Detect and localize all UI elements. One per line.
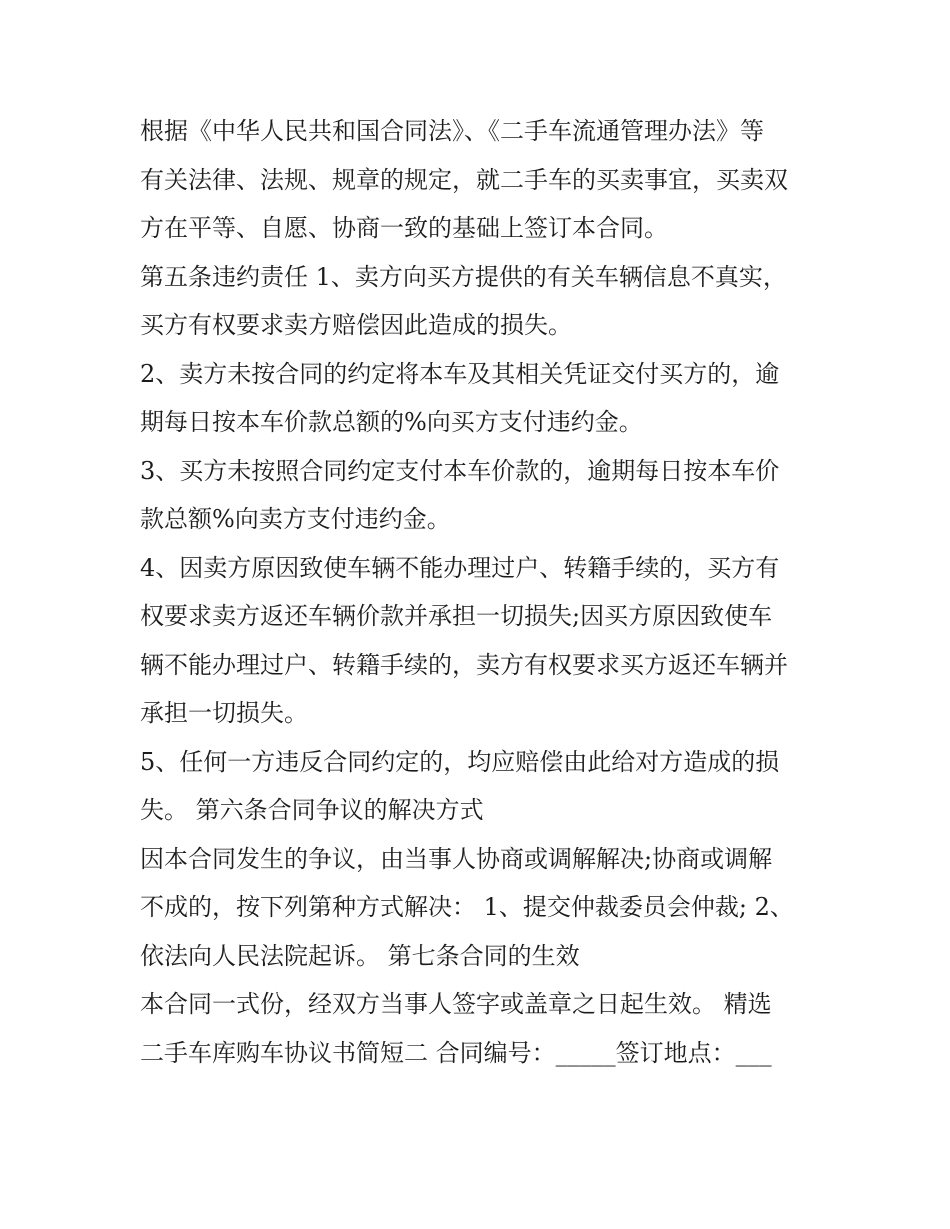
text-line-19: 本合同一式份，经双方当事人签字或盖章之日起生效。 精选 <box>140 990 772 1018</box>
text-line-7: 期每日按本车价款总额的%向买方支付违约金。 <box>140 408 643 436</box>
text-line-13: 承担一切损失。 <box>140 699 308 727</box>
document-body <box>140 107 820 1077</box>
text-line-20: 二手车库购车协议书简短二 合同编号：_____签订地点：___ <box>140 1038 772 1067</box>
text-line-3: 方在平等、自愿、协商一致的基础上签订本合同。 <box>140 214 668 242</box>
text-line-10: 4、因卖方原因致使车辆不能办理过户、转籍手续的，买方有 <box>140 553 780 582</box>
text-line-2: 有关法律、法规、规章的规定，就二手车的买卖事宜，买卖双 <box>140 165 788 194</box>
text-line-16: 因本合同发生的争议，由当事人协商或调解解决;协商或调解 <box>140 844 773 873</box>
text-line-17: 不成的，按下列第种方式解决： 1、提交仲裁委员会仲裁; 2、 <box>140 893 794 921</box>
text-line-11: 权要求卖方返还车辆价款并承担一切损失;因买方原因致使车 <box>140 602 773 630</box>
text-line-12: 辆不能办理过户、转籍手续的，卖方有权要求买方返还车辆并 <box>140 650 788 679</box>
text-line-5: 买方有权要求卖方赔偿因此造成的损失。 <box>140 311 572 339</box>
text-line-6: 2、卖方未按合同的约定将本车及其相关凭证交付买方的，逾 <box>140 359 780 388</box>
text-line-15: 失。 第六条合同争议的解决方式 <box>140 796 484 824</box>
text-line-9: 款总额%向卖方支付违约金。 <box>140 505 451 533</box>
text-line-14: 5、任何一方违反合同约定的，均应赔偿由此给对方造成的损 <box>140 747 780 776</box>
text-line-8: 3、买方未按照合同约定支付本车价款的，逾期每日按本车价 <box>140 456 780 485</box>
text-line-1: 根据《中华人民共和国合同法》、《二手车流通管理办法》等 <box>140 117 764 145</box>
text-line-4: 第五条违约责任 1、卖方向买方提供的有关车辆信息不真实， <box>140 262 787 291</box>
text-line-18: 依法向人民法院起诉。 第七条合同的生效 <box>140 941 580 970</box>
